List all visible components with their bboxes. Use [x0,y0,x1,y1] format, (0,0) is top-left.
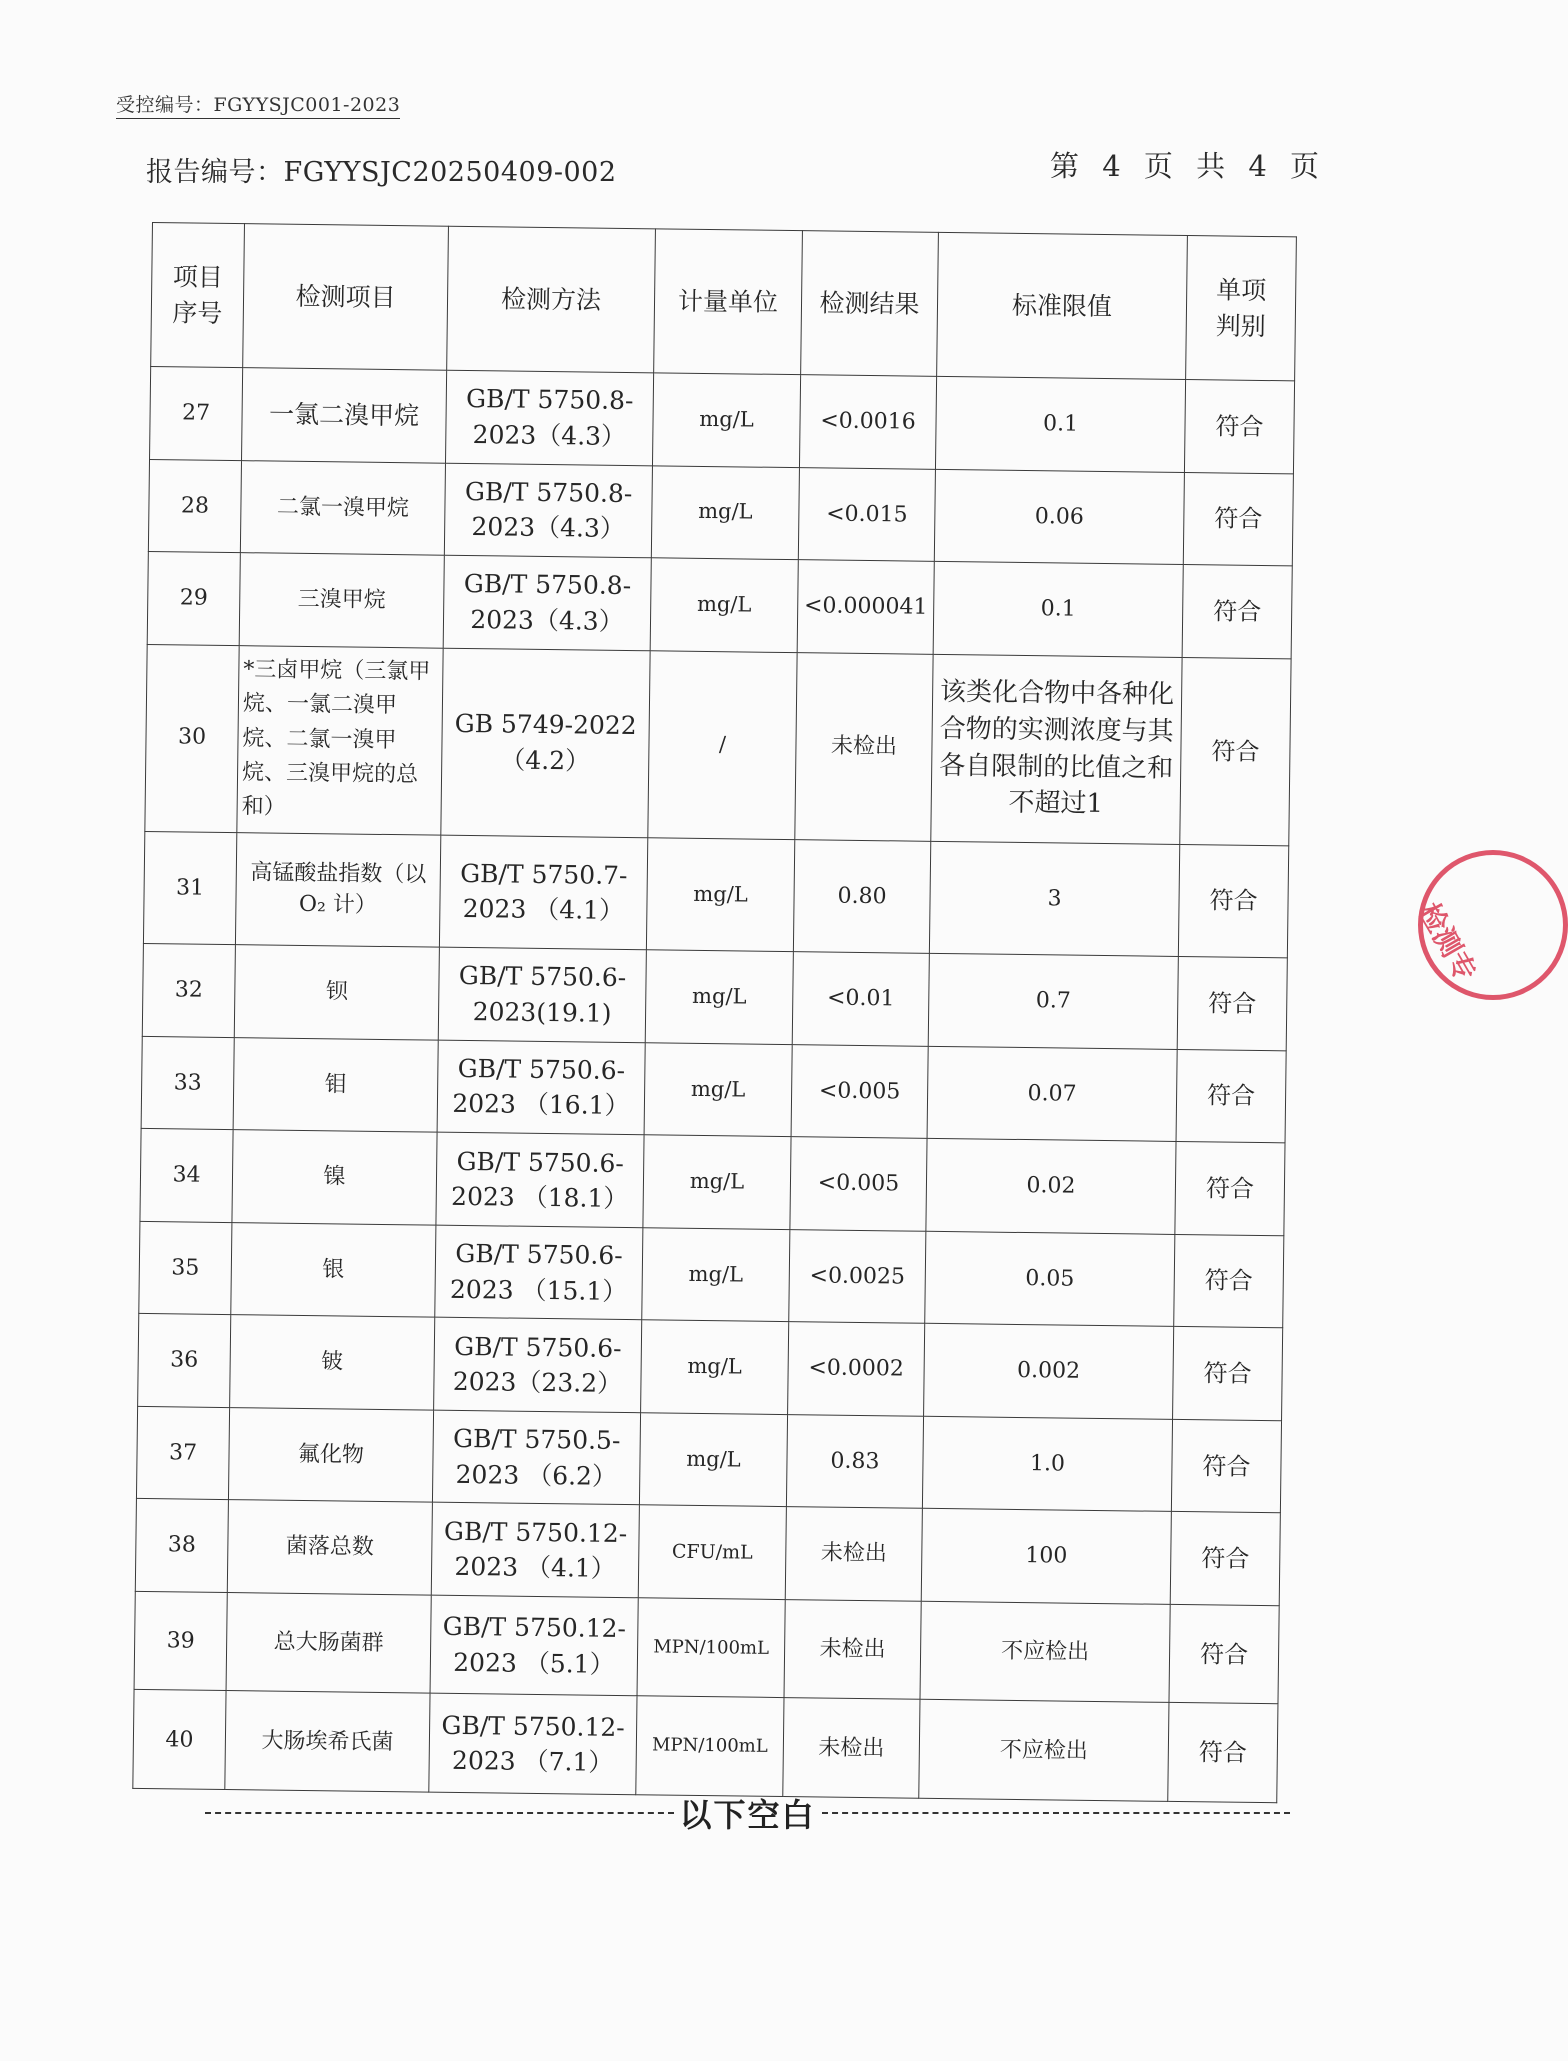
row-method: GB/T 5750.7-2023 （4.1） [439,835,647,950]
row-limit: 0.05 [925,1231,1175,1327]
row-item: 一氯二溴甲烷 [242,368,447,463]
row-limit: 0.06 [934,469,1184,565]
row-result: 未检出 [784,1599,921,1699]
header-judgement-line2: 判别 [1215,310,1266,341]
row-result: <0.000041 [797,560,934,654]
row-item: 三溴甲烷 [239,553,444,648]
row-item: 总大肠菌群 [226,1592,431,1693]
row-unit: mg/L [643,1135,791,1229]
row-judgement: 符合 [1168,1703,1278,1803]
row-item: 铍 [230,1315,435,1410]
row-result: <0.005 [791,1044,928,1138]
row-no: 40 [133,1690,226,1790]
table-row [140,1129,1285,1236]
row-judgement: 符合 [1176,1049,1286,1143]
table-row [139,1221,1284,1328]
row-no: 31 [143,831,236,945]
header-test-method: 检测方法 [447,226,656,373]
table-row [135,1499,1280,1606]
row-limit: 100 [921,1509,1171,1605]
row-limit: 0.7 [928,954,1178,1050]
row-result: <0.005 [790,1137,927,1231]
row-method: GB/T 5750.5-2023 （6.2） [432,1410,640,1505]
row-item: 钼 [233,1037,438,1132]
row-unit: mg/L [645,950,793,1044]
row-no: 39 [134,1591,227,1691]
table-row [148,459,1293,566]
row-unit: mg/L [639,1413,787,1507]
row-unit: CFU/mL [638,1505,786,1599]
row-judgement: 符合 [1169,1604,1279,1704]
table-row [145,644,1291,845]
row-result: 未检出 [795,652,933,841]
seal-stamp: 检测专 [1418,850,1568,1000]
row-method: GB/T 5750.12-2023 （5.1） [430,1595,638,1696]
row-no: 38 [135,1499,228,1593]
row-method: GB/T 5750.6-2023(19.1) [438,947,646,1042]
header-item-no-line2: 序号 [172,297,223,328]
table-header-row [151,223,1297,381]
report-number: 报告编号：FGYYSJC20250409-002 [146,157,617,188]
row-no: 27 [150,366,243,460]
row-no: 29 [147,552,240,646]
row-no: 34 [140,1129,233,1223]
row-item: 氟化物 [228,1407,433,1502]
table-row [150,366,1295,473]
row-unit: MPN/100mL [636,1696,784,1796]
row-item: 菌落总数 [227,1500,432,1595]
header-item-no [151,223,245,368]
header-unit: 计量单位 [654,229,803,375]
row-limit: 0.02 [926,1139,1176,1235]
row-item: 银 [231,1222,436,1317]
row-limit: 0.1 [935,376,1185,472]
table-row [147,552,1292,659]
header-limit: 标准限值 [937,232,1188,379]
control-number: 受控编号：FGYYSJC001-2023 [116,90,400,119]
dash-right [822,1812,1291,1814]
row-unit: mg/L [650,558,798,652]
row-method: GB/T 5750.6-2023（23.2） [434,1317,642,1412]
row-method: GB/T 5750.6-2023 （16.1） [437,1040,645,1135]
header-judgement-line1: 单项 [1216,275,1267,306]
table-row [133,1690,1278,1803]
row-judgement: 符合 [1184,380,1294,474]
row-judgement: 符合 [1182,565,1292,659]
row-item: *三卤甲烷（三氯甲烷、一氯二溴甲烷、二氯一溴甲烷、三溴甲烷的总和） [237,645,443,835]
row-unit: mg/L [644,1042,792,1136]
row-judgement: 符合 [1177,957,1287,1051]
row-limit: 0.002 [924,1324,1174,1420]
row-limit: 不应检出 [919,1700,1169,1802]
row-method: GB/T 5750.6-2023 （15.1） [435,1225,643,1320]
table-row [142,944,1287,1051]
row-judgement: 符合 [1178,844,1288,958]
row-result: 未检出 [785,1507,922,1601]
row-result: 0.80 [793,839,930,953]
row-method: GB/T 5750.12-2023 （7.1） [429,1693,637,1794]
row-result: <0.0016 [799,375,936,469]
row-limit: 该类化合物中各种化合物的实测浓度与其各自限制的比值之和不超过1 [931,654,1182,844]
row-result: 0.83 [786,1414,923,1508]
row-method: GB 5749-2022（4.2） [441,648,650,838]
row-judgement: 符合 [1170,1512,1280,1606]
row-no: 32 [142,944,235,1038]
results-table [132,222,1297,1803]
table-row [138,1314,1283,1421]
table-row [141,1036,1286,1143]
row-unit: / [648,650,797,839]
row-method: GB/T 5750.8-2023（4.3） [444,463,652,558]
row-method: GB/T 5750.8-2023（4.3） [445,370,653,465]
row-judgement: 符合 [1173,1327,1283,1421]
row-result: <0.0025 [789,1229,926,1323]
row-judgement: 符合 [1171,1419,1281,1513]
row-result: <0.015 [798,467,935,561]
row-limit: 0.07 [927,1046,1177,1142]
row-method: GB/T 5750.6-2023 （18.1） [436,1132,644,1227]
dash-left [205,1812,674,1814]
table-row [136,1406,1281,1513]
page-number: 第 4 页 共 4 页 [1050,149,1323,183]
row-item: 二氯一溴甲烷 [240,460,445,555]
row-unit: mg/L [641,1320,789,1414]
header-item-no-line1: 项目 [172,262,223,292]
row-unit: mg/L [646,837,794,951]
row-unit: MPN/100mL [637,1598,785,1698]
row-no: 35 [139,1221,232,1315]
header-test-item: 检测项目 [243,224,449,371]
row-item: 大肠埃希氏菌 [225,1691,430,1792]
row-item: 镍 [232,1130,437,1225]
row-no: 30 [145,644,239,832]
row-limit: 0.1 [933,561,1183,657]
row-unit: mg/L [652,373,800,467]
row-judgement: 符合 [1183,472,1293,566]
row-no: 28 [148,459,241,553]
row-item: 高锰酸盐指数（以O₂ 计） [235,832,440,947]
table-row [143,831,1288,958]
row-judgement: 符合 [1180,657,1291,845]
header-result: 检测结果 [801,231,939,377]
row-judgement: 符合 [1175,1142,1285,1236]
row-limit: 不应检出 [920,1601,1170,1703]
row-no: 36 [138,1314,231,1408]
row-method: GB/T 5750.8-2023（4.3） [443,555,651,650]
row-unit: mg/L [642,1228,790,1322]
blank-below-line [205,1790,1290,1836]
table-row [134,1591,1279,1704]
row-limit: 3 [929,841,1179,957]
header-judgement [1186,236,1297,381]
row-result: 未检出 [783,1698,920,1798]
blank-below-text: 以下空白 [679,1796,816,1834]
row-no: 33 [141,1036,234,1130]
row-method: GB/T 5750.12-2023 （4.1） [431,1502,639,1597]
row-judgement: 符合 [1174,1234,1284,1328]
row-limit: 1.0 [922,1416,1172,1512]
row-result: <0.01 [792,952,929,1046]
row-result: <0.0002 [788,1322,925,1416]
row-no: 37 [136,1406,229,1500]
row-item: 钡 [234,945,439,1040]
row-unit: mg/L [651,465,799,559]
